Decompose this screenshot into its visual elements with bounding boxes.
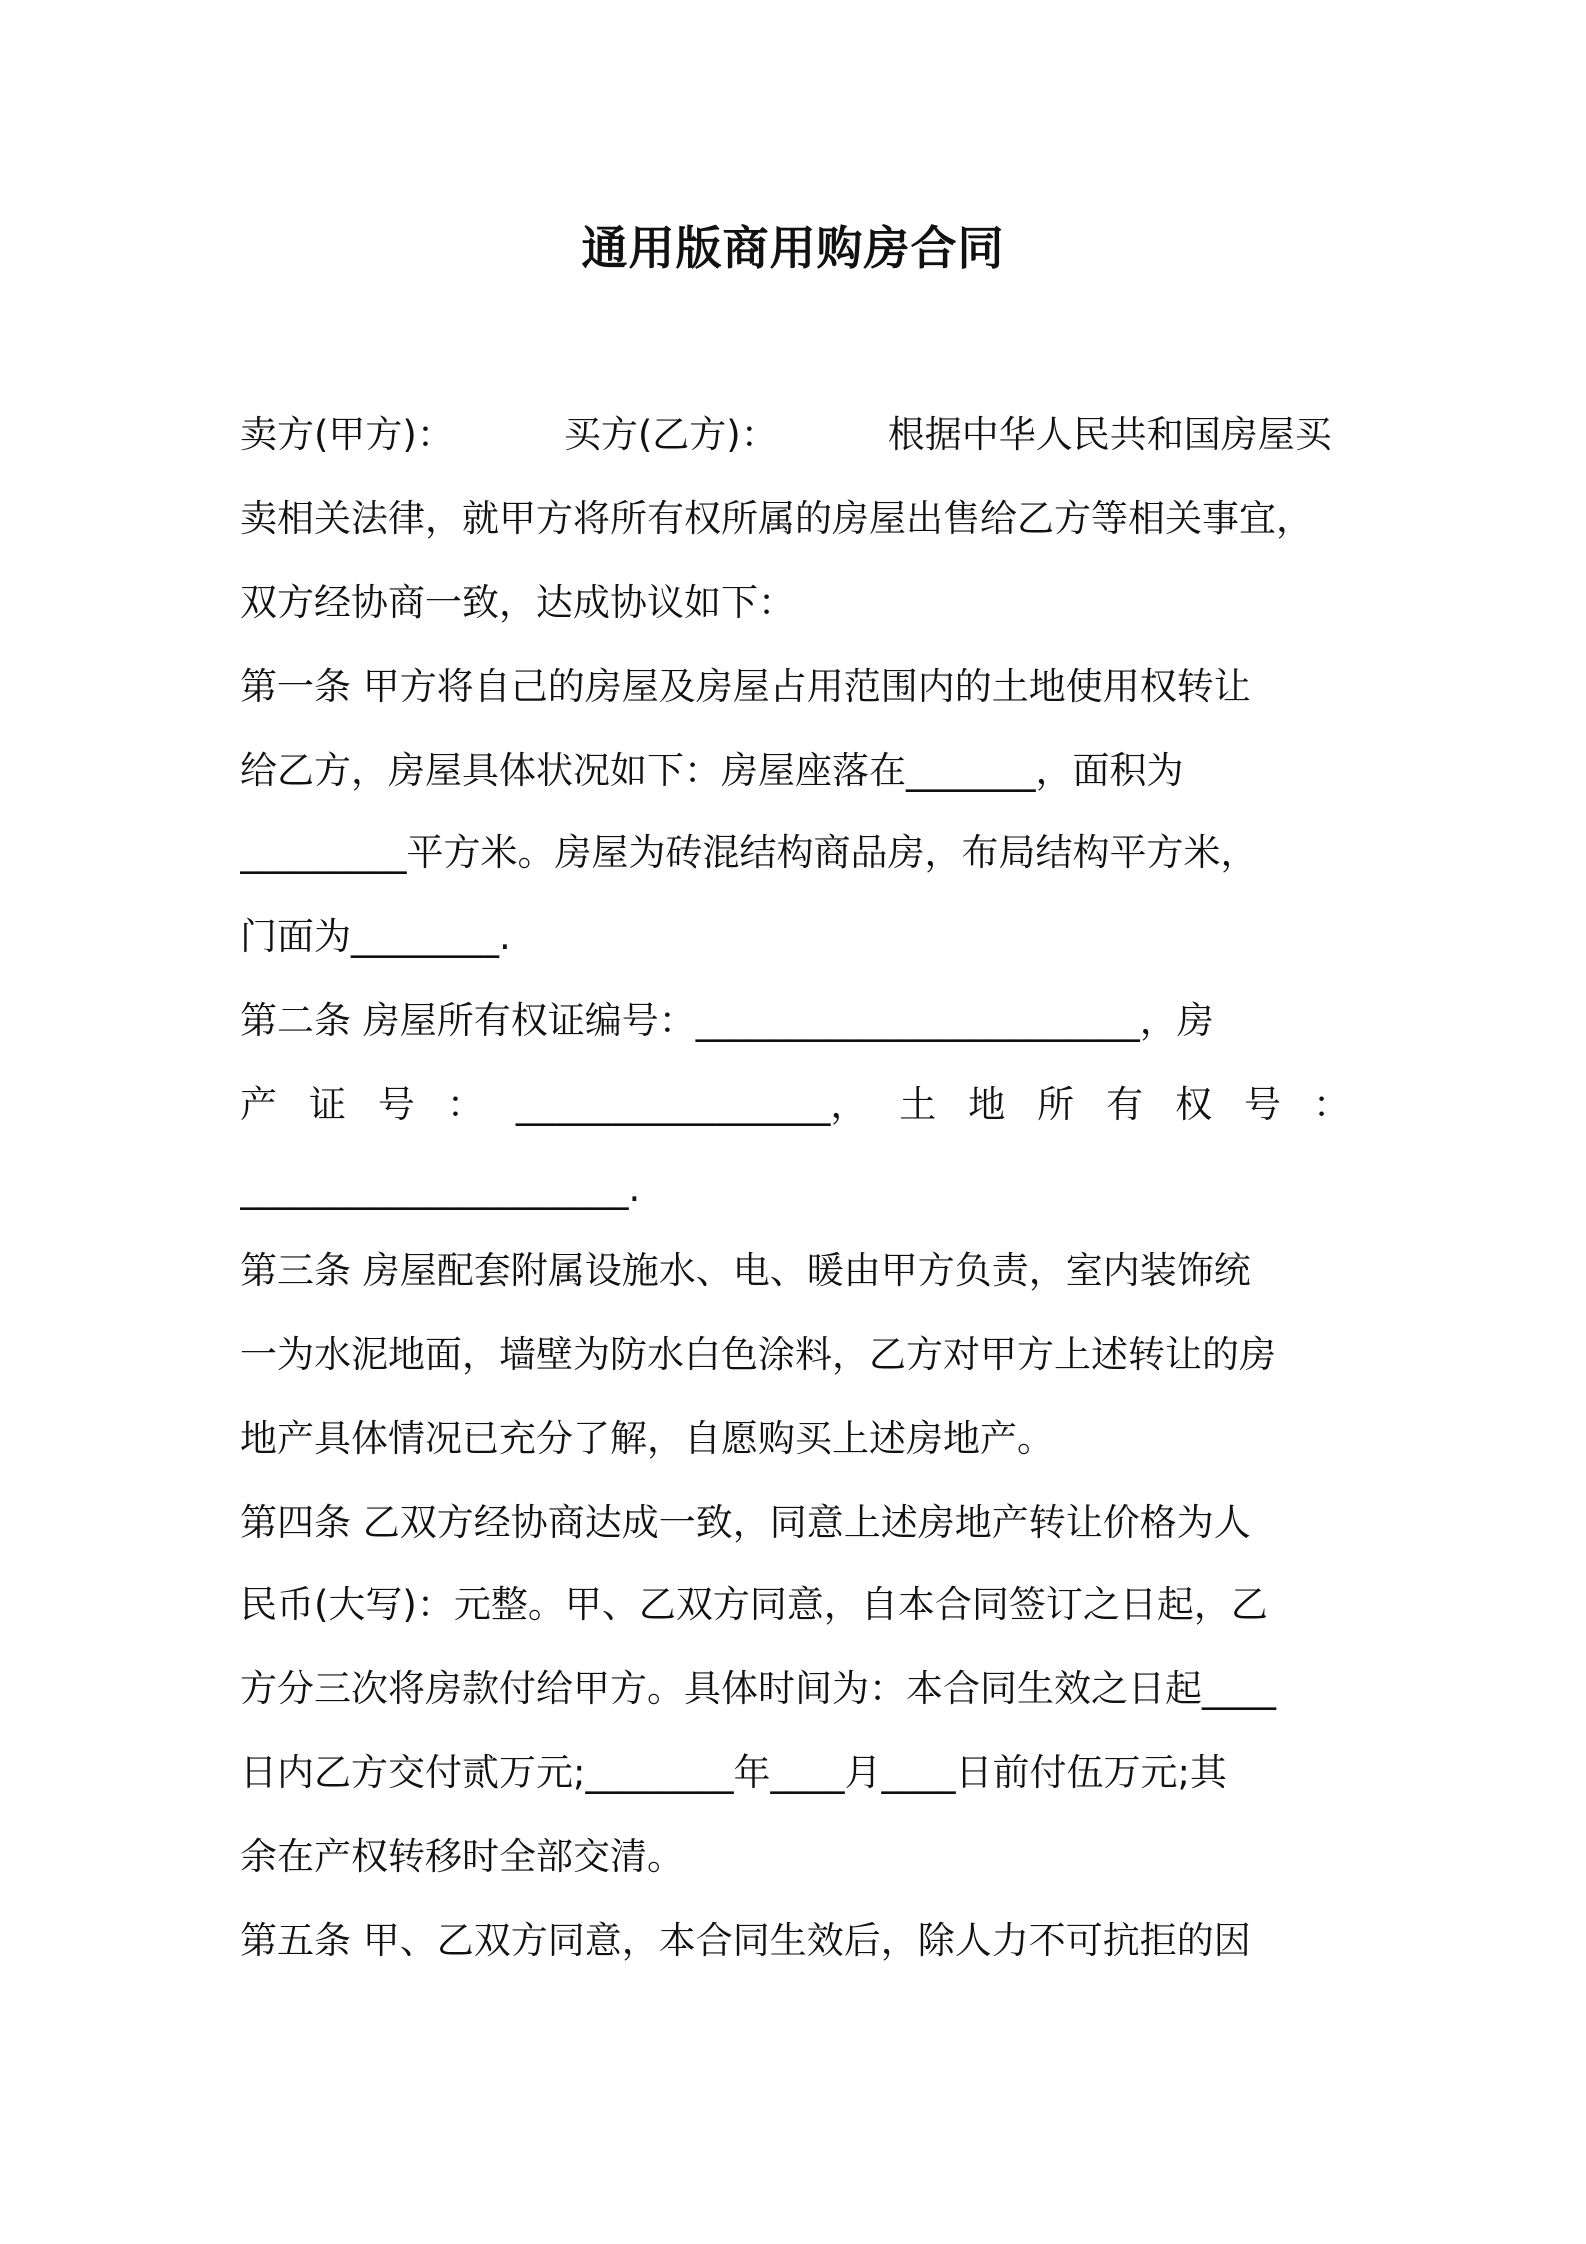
document-title: 通用版商用购房合同 (581, 221, 1005, 275)
article-4-line-1: 第四条 乙双方经协商达成一致，同意上述房地产转让价格为人 (240, 1501, 1251, 1544)
article-3-line-1: 第三条 房屋配套附属设施水、电、暖由甲方负责，室内装饰统 (240, 1249, 1251, 1292)
article-2-line-2-part: 号 (1244, 1083, 1282, 1126)
article-4-line-3: 方分三次将房款付给甲方。具体时间为：本合同生效之日起____ (240, 1667, 1276, 1710)
article-2-line-1: 第二条 房屋所有权证编号：________________________，房 (240, 999, 1214, 1042)
article-1-line-3: _________平方米。房屋为砖混结构商品房，布局结构平方米， (240, 831, 1258, 874)
intro-line-3: 双方经协商一致，达成协议如下： (240, 581, 795, 624)
article-2-line-3: _____________________. (240, 1167, 641, 1210)
article-4-line-4: 日内乙方交付贰万元;________年____月____日前付伍万元;其 (240, 1751, 1227, 1794)
article-2-line-2-part: 证 (308, 1083, 346, 1126)
intro-line-2: 卖相关法律，就甲方将所有权所属的房屋出售给乙方等相关事宜， (240, 497, 1313, 540)
article-2-line-2-part: 地 (968, 1083, 1006, 1126)
intro-line-1-tail: 根据中华人民共和国房屋买 (887, 413, 1332, 456)
article-1-line-1: 第一条 甲方将自己的房屋及房屋占用范围内的土地使用权转让 (240, 665, 1251, 708)
article-4-line-2: 民币(大写)：元整。甲、乙双方同意，自本合同签订之日起，乙 (240, 1583, 1268, 1626)
article-2-line-2-part: 土 (899, 1083, 937, 1126)
article-2-line-2-part: 产 (240, 1083, 277, 1126)
article-2-line-2-part: _________________， (515, 1083, 868, 1126)
article-3-line-3: 地产具体情况已充分了解，自愿购买上述房地产。 (240, 1417, 1054, 1460)
article-2-line-2-part: ： (1312, 1083, 1350, 1126)
article-1-line-4: 门面为________. (240, 915, 511, 958)
article-5-line-1: 第五条 甲、乙双方同意，本合同生效后，除人力不可抗拒的因 (240, 1919, 1251, 1962)
article-3-line-2: 一为水泥地面，墙壁为防水白色涂料，乙方对甲方上述转让的房 (240, 1333, 1276, 1376)
article-2-line-2-part: 权 (1175, 1083, 1213, 1126)
seller-label: 卖方(甲方)： (240, 413, 454, 456)
article-1-line-2: 给乙方，房屋具体状况如下：房屋座落在_______，面积为 (240, 749, 1184, 792)
intro-line-1 (240, 410, 1350, 460)
article-2-line-2-part: ： (446, 1083, 484, 1126)
buyer-label: 买方(乙方)： (563, 413, 778, 456)
article-2-line-2-part: 所 (1037, 1083, 1075, 1126)
article-4-line-5: 余在产权转移时全部交清。 (240, 1835, 684, 1878)
article-2-line-2 (240, 1080, 1350, 1130)
article-2-line-2-part: 号 (377, 1083, 415, 1126)
article-2-line-2-part: 有 (1106, 1083, 1144, 1126)
